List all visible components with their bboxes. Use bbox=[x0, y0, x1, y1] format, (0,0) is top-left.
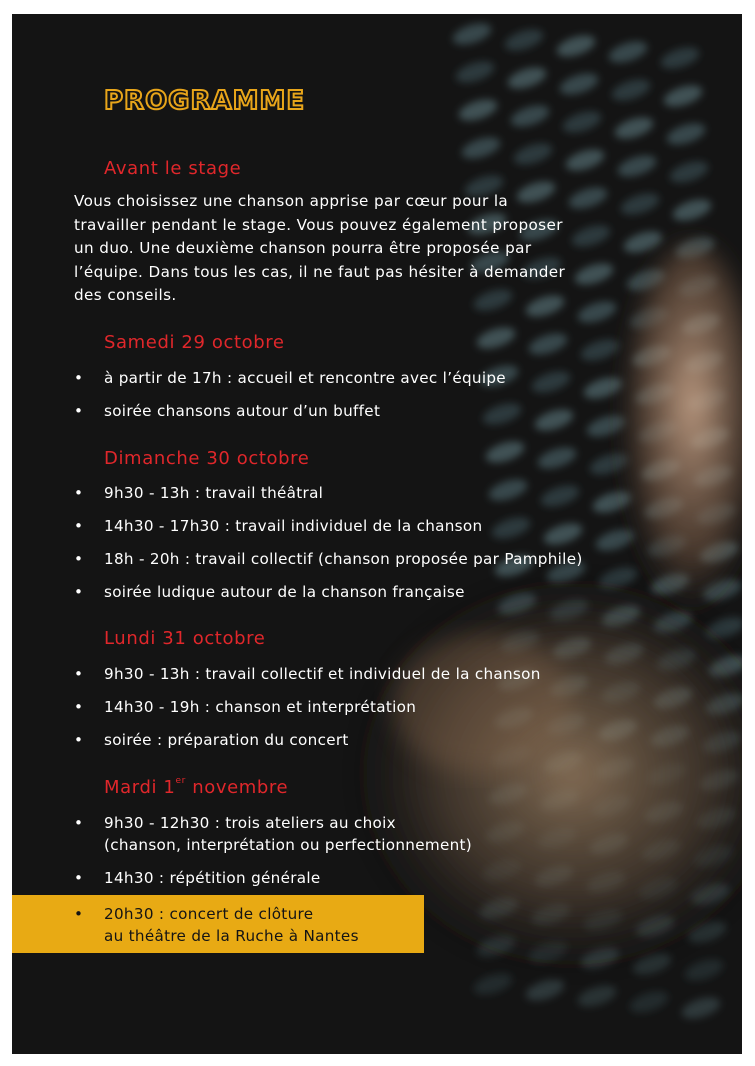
item-text: soirée chansons autour d’un buffet bbox=[104, 402, 381, 420]
list-item bbox=[74, 729, 541, 751]
bullet: • bbox=[74, 550, 84, 568]
list-item bbox=[74, 548, 583, 570]
item-text: (chanson, interprétation ou perfectionnement) bbox=[104, 836, 473, 854]
list-item bbox=[74, 400, 506, 422]
list-item bbox=[74, 663, 541, 685]
avant-line: des conseils. bbox=[74, 286, 177, 304]
item-text: à partir de 17h : accueil et rencontre avec l’équipe bbox=[104, 369, 506, 387]
lundi-list bbox=[74, 663, 541, 762]
list-item bbox=[74, 867, 472, 889]
avant-line: Vous choisissez une chanson apprise par cœur pour la bbox=[74, 192, 509, 210]
item-text: 18h - 20h : travail collectif (chanson proposée par Pamphile) bbox=[104, 550, 583, 568]
bullet: • bbox=[74, 814, 84, 832]
bullet: • bbox=[74, 369, 84, 387]
bullet: • bbox=[74, 484, 84, 502]
item-text: soirée ludique autour de la chanson française bbox=[104, 583, 465, 601]
heading-text: Mardi 1 bbox=[104, 777, 176, 798]
avant-line: un duo. Une deuxième chanson pourra être proposée par bbox=[74, 239, 532, 257]
samedi-list bbox=[74, 367, 506, 433]
mardi-list bbox=[74, 812, 472, 900]
dimanche-list bbox=[74, 482, 583, 614]
item-text: soirée : préparation du concert bbox=[104, 731, 349, 749]
heading-superscript: er bbox=[175, 776, 186, 786]
highlight-item bbox=[74, 903, 359, 947]
programme-page bbox=[12, 14, 742, 1054]
heading-text: novembre bbox=[185, 777, 289, 798]
item-text: 14h30 - 17h30 : travail individuel de la chanson bbox=[104, 517, 483, 535]
bullet: • bbox=[74, 905, 84, 923]
section-heading-avant: Avant le stage bbox=[104, 158, 242, 179]
item-text: 9h30 - 13h : travail théâtral bbox=[104, 484, 324, 502]
bullet: • bbox=[74, 869, 84, 887]
item-text: 20h30 : concert de clôture bbox=[104, 905, 314, 923]
avant-paragraph bbox=[74, 190, 674, 308]
list-item bbox=[74, 515, 583, 537]
list-item bbox=[74, 581, 583, 603]
section-heading-mardi bbox=[104, 777, 288, 798]
list-item bbox=[74, 367, 506, 389]
list-item bbox=[74, 482, 583, 504]
list-item bbox=[74, 812, 472, 856]
item-text: 9h30 - 13h : travail collectif et individuel de la chanson bbox=[104, 665, 541, 683]
item-text: 14h30 - 19h : chanson et interprétation bbox=[104, 698, 417, 716]
section-heading-samedi: Samedi 29 octobre bbox=[104, 332, 285, 353]
bullet: • bbox=[74, 698, 84, 716]
bullet: • bbox=[74, 402, 84, 420]
section-heading-lundi: Lundi 31 octobre bbox=[104, 628, 266, 649]
item-text: au théâtre de la Ruche à Nantes bbox=[104, 927, 359, 945]
section-heading-dimanche: Dimanche 30 octobre bbox=[104, 448, 310, 469]
bullet: • bbox=[74, 583, 84, 601]
item-text: 14h30 : répétition générale bbox=[104, 869, 321, 887]
bullet: • bbox=[74, 517, 84, 535]
avant-line: l’équipe. Dans tous les cas, il ne faut pas hésiter à demander bbox=[74, 262, 566, 281]
bullet: • bbox=[74, 731, 84, 749]
list-item bbox=[74, 696, 541, 718]
item-text: 9h30 - 12h30 : trois ateliers au choix bbox=[104, 814, 396, 832]
page-title: PROGRAMME bbox=[104, 86, 306, 116]
bullet: • bbox=[74, 665, 84, 683]
avant-line: travailler pendant le stage. Vous pouvez également proposer bbox=[74, 215, 563, 234]
